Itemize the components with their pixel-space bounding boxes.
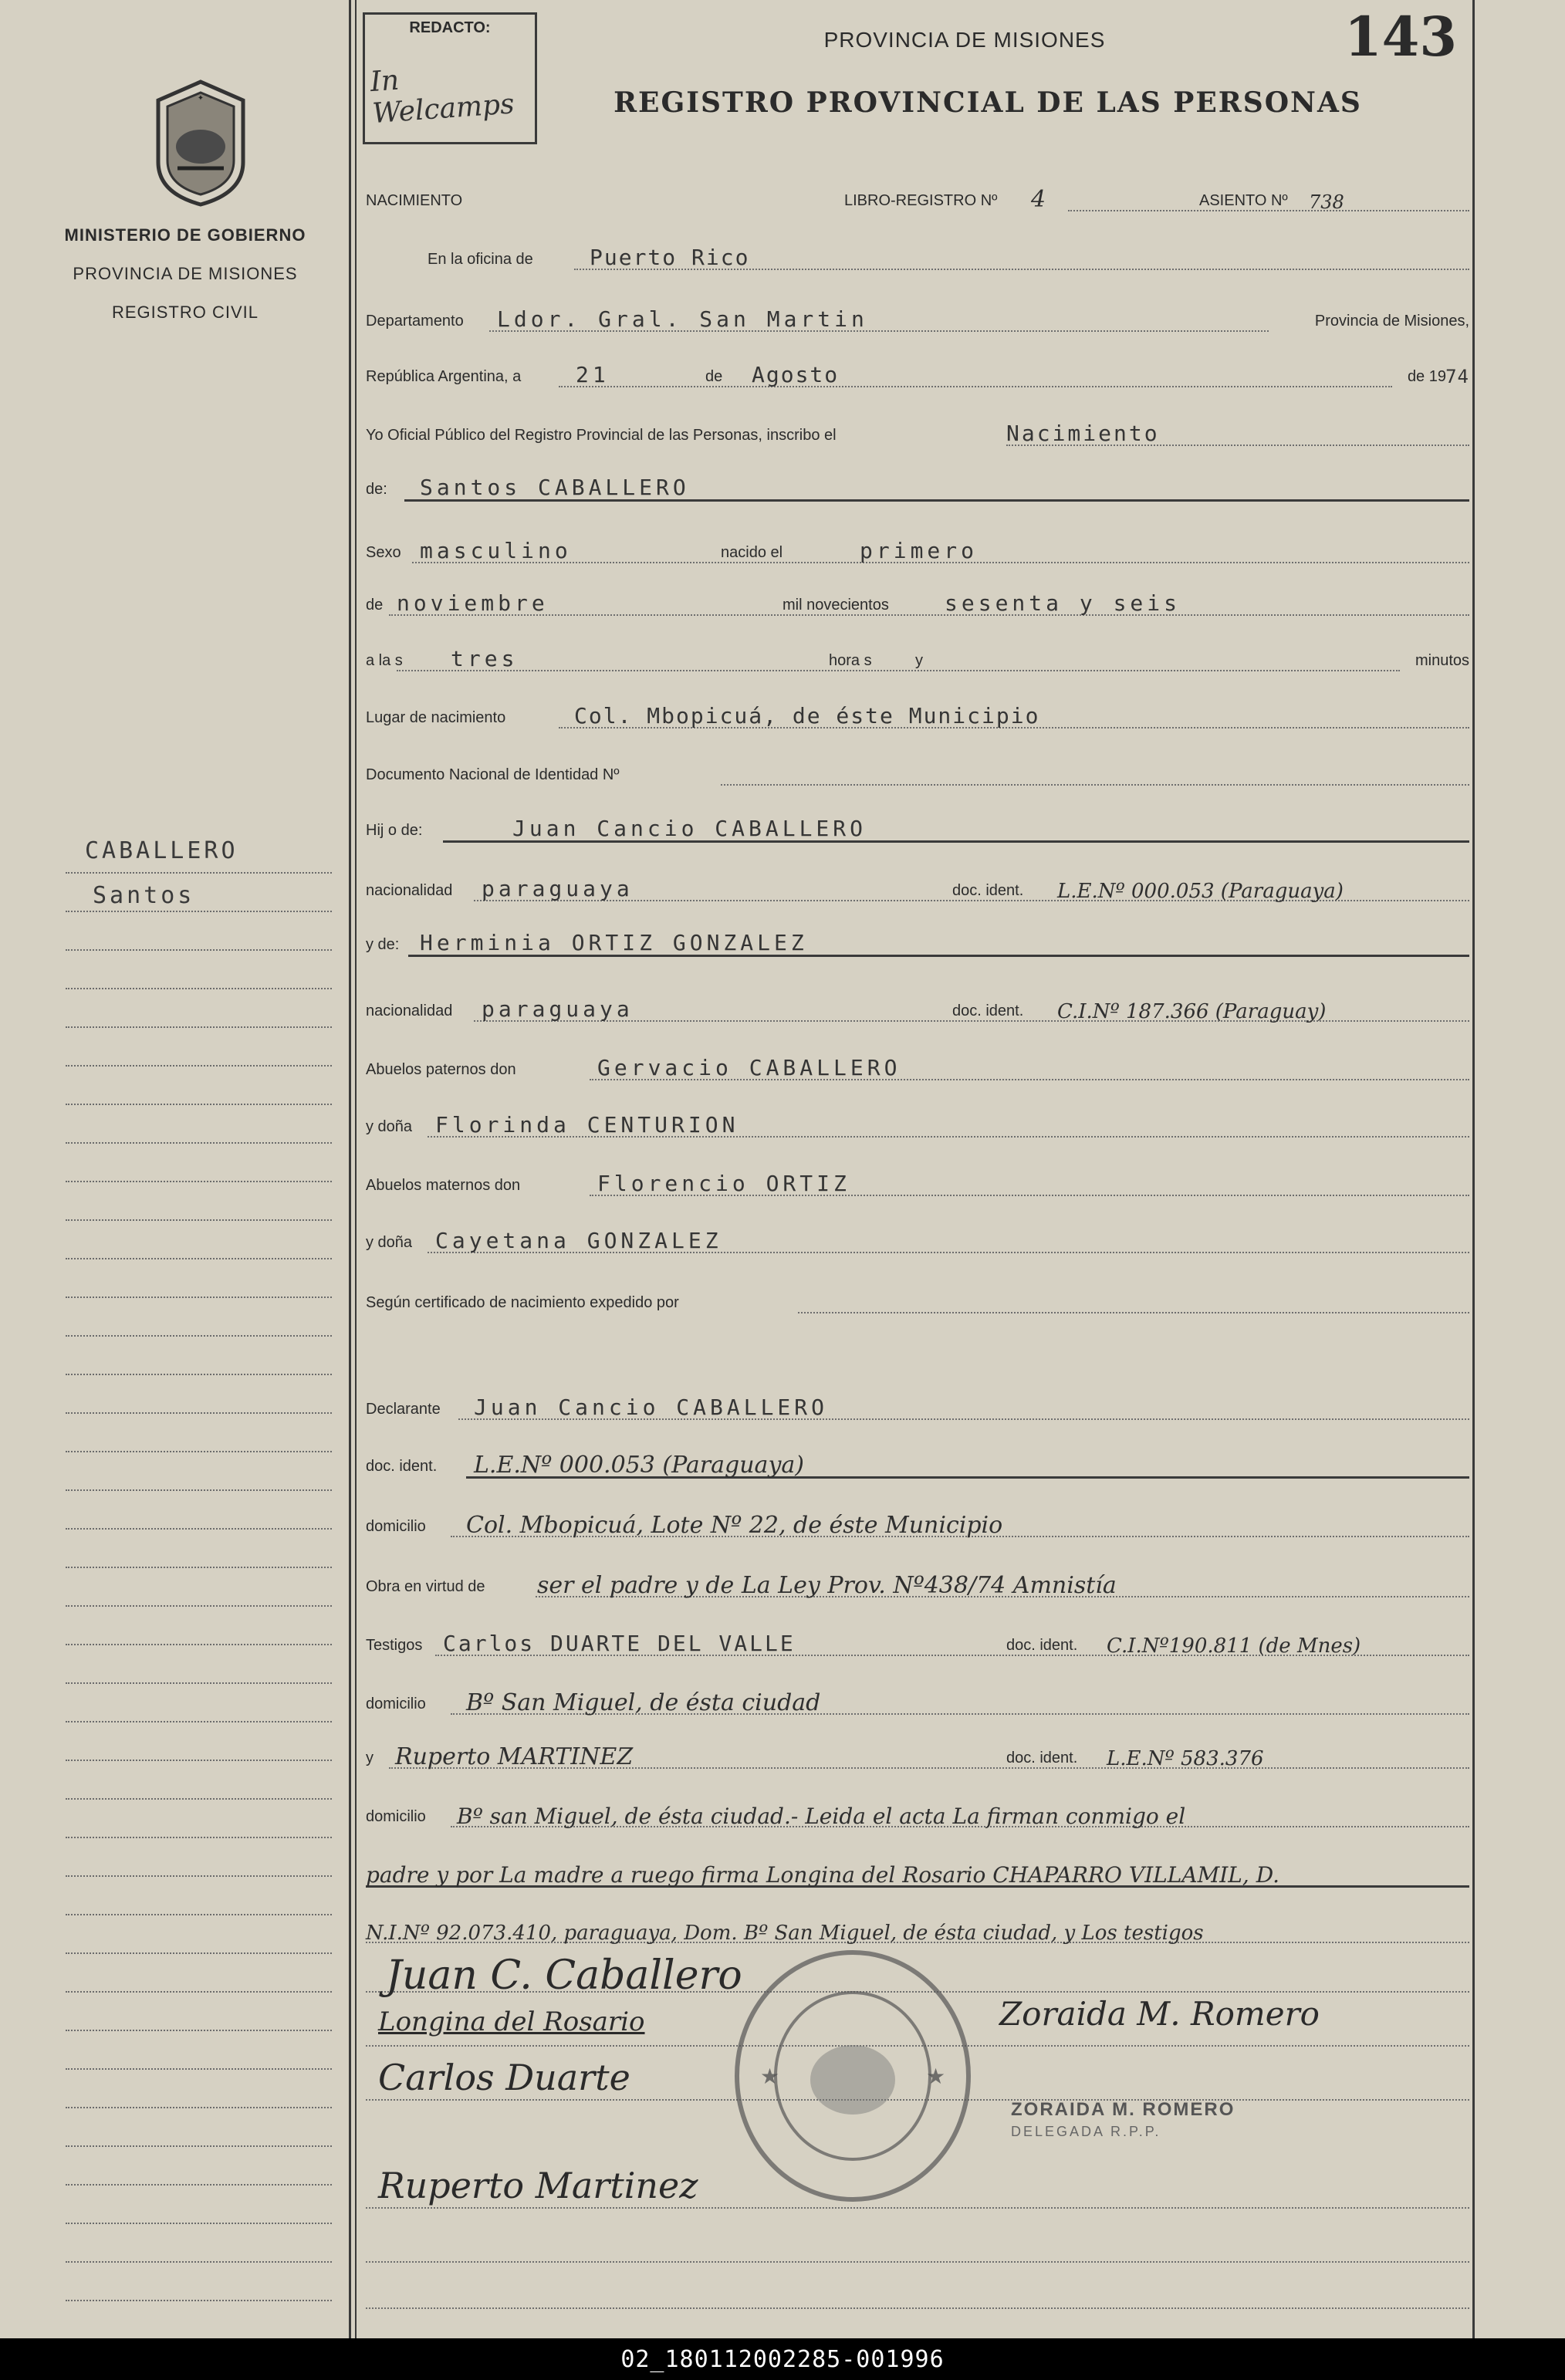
witness1-name: Carlos DUARTE DEL VALLE bbox=[443, 1631, 796, 1656]
maternal-label: Abuelos maternos don bbox=[366, 1177, 523, 1195]
row-witness2-domicile bbox=[366, 1795, 1469, 1834]
declarant-label: Declarante bbox=[366, 1401, 444, 1418]
paternal-label: Abuelos paternos don bbox=[366, 1061, 519, 1079]
mother-nationality-label: nacionalidad bbox=[366, 1002, 455, 1020]
office-value: Puerto Rico bbox=[590, 245, 750, 270]
row-date bbox=[366, 355, 1469, 394]
signature-juan-caballero: Juan C. Caballero bbox=[386, 1952, 742, 1999]
margin-dotted-line bbox=[66, 1451, 332, 1452]
margin-dotted-line bbox=[66, 2184, 332, 2186]
margin-dotted-line bbox=[66, 911, 332, 912]
declarant-domicile: Col. Mbopicuá, Lote Nº 22, de éste Municipio bbox=[466, 1512, 1003, 1539]
row-witness1-domicile bbox=[366, 1682, 1469, 1721]
margin-dotted-line bbox=[66, 2261, 332, 2263]
row-sex bbox=[366, 531, 1469, 570]
margin-dotted-line bbox=[66, 1760, 332, 1761]
section-label: NACIMIENTO bbox=[366, 192, 465, 210]
closing-line1: padre y por La madre a ruego firma Longina del Rosario CHAPARRO VILLAMIL, D. bbox=[366, 1862, 1280, 1888]
officer-title: DELEGADA R.P.P. bbox=[1011, 2124, 1161, 2139]
mil-label: mil novecientos bbox=[782, 597, 892, 614]
father-doc: L.E.Nº 000.053 (Paraguaya) bbox=[1057, 880, 1344, 903]
witness2-domicile-line: Bº san Miguel, de ésta ciudad.- Leida el acta La firman conmigo el bbox=[457, 1804, 1186, 1829]
republic-label: República Argentina, a bbox=[366, 368, 524, 386]
father-nationality: paraguaya bbox=[482, 876, 634, 901]
margin-given-name: Santos bbox=[93, 882, 195, 909]
witness1-domicile: Bº San Miguel, de ésta ciudad bbox=[466, 1689, 821, 1716]
father-nationality-label: nacionalidad bbox=[366, 882, 455, 900]
row-paternal-grandfather bbox=[366, 1048, 1469, 1087]
officer-text: Yo Oficial Público del Registro Provincial de las Personas, inscribo el bbox=[366, 427, 840, 445]
row-maternal-grandmother bbox=[366, 1221, 1469, 1259]
born-year: sesenta y seis bbox=[945, 590, 1181, 616]
child-label: Hij o de: bbox=[366, 822, 425, 840]
maternal-dona-label: y doña bbox=[366, 1234, 415, 1252]
year-value: 74 bbox=[1445, 366, 1469, 387]
row-office bbox=[366, 238, 1469, 276]
year-label: de 19 bbox=[1407, 368, 1446, 385]
hours-label: hora s bbox=[829, 652, 875, 670]
maternal-grandfather: Florencio ORTIZ bbox=[597, 1171, 850, 1196]
row-witness2 bbox=[366, 1736, 1469, 1775]
margin-dotted-line bbox=[66, 1528, 332, 1530]
row-paternal-grandmother bbox=[366, 1105, 1469, 1144]
birthplace-label: Lugar de nacimiento bbox=[366, 709, 509, 727]
margin-dotted-line bbox=[66, 1952, 332, 1954]
witness2-doc-label: doc. ident. bbox=[1006, 1750, 1080, 1767]
mother-nationality: paraguaya bbox=[482, 996, 634, 1022]
row-witness1 bbox=[366, 1624, 1469, 1662]
signature-dotted-line bbox=[366, 2207, 1469, 2209]
row-certificate bbox=[366, 1281, 1469, 1320]
witness1-doc: C.I.Nº190.811 (de Mnes) bbox=[1107, 1635, 1361, 1658]
maternal-grandmother: Cayetana GONZALEZ bbox=[435, 1228, 722, 1253]
svg-text:★: ★ bbox=[926, 2064, 946, 2088]
frame-line-inner bbox=[355, 0, 357, 2338]
signature-dotted-line bbox=[366, 2261, 1469, 2263]
ministry-heading: MINISTERIO DE GOBIERNO bbox=[64, 225, 306, 245]
row-department bbox=[366, 299, 1469, 338]
margin-dotted-line bbox=[66, 1258, 332, 1259]
month-value: Agosto bbox=[752, 362, 840, 387]
department-value: Ldor. Gral. San Martin bbox=[497, 306, 868, 332]
book-label: LIBRO-REGISTRO Nº bbox=[844, 192, 1000, 210]
margin-dotted-line bbox=[66, 2145, 332, 2147]
certificate-label: Según certificado de nacimiento expedido por bbox=[366, 1294, 682, 1312]
row-closing1 bbox=[366, 1854, 1469, 1892]
row-father bbox=[366, 809, 1469, 847]
sex-label: Sexo bbox=[366, 544, 404, 562]
row-closing2 bbox=[366, 1911, 1469, 1949]
margin-dotted-line bbox=[66, 1914, 332, 1915]
officer-name: ZORAIDA M. ROMERO bbox=[1011, 2099, 1235, 2120]
province-heading: PROVINCIA DE MISIONES bbox=[73, 264, 298, 283]
margin-dotted-line bbox=[66, 1644, 332, 1645]
and-label: y bbox=[915, 652, 926, 670]
margin-dotted-line bbox=[66, 1142, 332, 1144]
signature-ruperto-martinez: Ruperto Martinez bbox=[378, 2165, 698, 2206]
mother-doc-label: doc. ident. bbox=[952, 1002, 1026, 1020]
margin-dotted-line bbox=[66, 1335, 332, 1337]
entry-label: ASIENTO Nº bbox=[1199, 192, 1291, 210]
born-de-label: de bbox=[366, 597, 386, 614]
margin-dotted-line bbox=[66, 949, 332, 951]
margin-dotted-line bbox=[66, 2107, 332, 2108]
time-value: tres bbox=[451, 646, 519, 671]
margin-dotted-line bbox=[66, 1374, 332, 1375]
mother-name: Herminia ORTIZ GONZALEZ bbox=[420, 930, 808, 955]
svg-text:★: ★ bbox=[760, 2064, 780, 2088]
coat-of-arms-emblem bbox=[143, 77, 259, 208]
redacto-label: REDACTO: bbox=[409, 19, 491, 36]
margin-dotted-line bbox=[66, 872, 332, 874]
witness2-name: Ruperto MARTINEZ bbox=[395, 1743, 634, 1770]
registry-title: REGISTRO PROVINCIAL DE LAS PERSONAS bbox=[613, 86, 1362, 119]
margin-dotted-line bbox=[66, 2068, 332, 2070]
page-number: 143 bbox=[1344, 5, 1458, 69]
time-label: a la s bbox=[366, 652, 406, 670]
person-label: de: bbox=[366, 481, 390, 499]
department-suffix: Provincia de Misiones, bbox=[1314, 313, 1469, 330]
signature-longina: Longina del Rosario bbox=[378, 2006, 645, 2037]
row-mother-nationality bbox=[366, 989, 1469, 1028]
person-name: Santos CABALLERO bbox=[420, 475, 690, 500]
born-month: noviembre bbox=[397, 590, 549, 616]
margin-dotted-line bbox=[66, 1837, 332, 1838]
born-day: primero bbox=[860, 538, 979, 563]
registry-stamp bbox=[729, 1945, 976, 2207]
witness2-doc: L.E.Nº 583.376 bbox=[1107, 1747, 1264, 1770]
signature-dotted-line bbox=[366, 2307, 1469, 2309]
obra-value: ser el padre y de La Ley Prov. Nº438/74 Amnistía bbox=[537, 1572, 1117, 1599]
date-of-label: de bbox=[705, 368, 725, 386]
row-declarant-domicile bbox=[366, 1505, 1469, 1543]
margin-dotted-line bbox=[66, 1181, 332, 1182]
margin-dotted-line bbox=[66, 988, 332, 989]
footer-id: 02_180112002285-001996 bbox=[620, 2345, 945, 2373]
margin-dotted-line bbox=[66, 2300, 332, 2301]
row-declarant-doc bbox=[366, 1445, 1469, 1483]
margin-surname: CABALLERO bbox=[85, 837, 238, 864]
declarant-doc: L.E.Nº 000.053 (Paraguaya) bbox=[474, 1452, 804, 1479]
frame-line-right bbox=[1472, 0, 1475, 2338]
registry-heading: REGISTRO CIVIL bbox=[111, 303, 259, 322]
minutes-label: minutos bbox=[1415, 652, 1469, 669]
margin-dotted-line bbox=[66, 2030, 332, 2031]
frame-line-left bbox=[349, 0, 351, 2338]
father-doc-label: doc. ident. bbox=[952, 882, 1026, 900]
row-book bbox=[366, 179, 1469, 218]
day-value: 21 bbox=[576, 362, 610, 387]
margin-dotted-line bbox=[66, 1721, 332, 1722]
margin-dotted-line bbox=[66, 1104, 332, 1105]
margin-dotted-line bbox=[66, 2223, 332, 2224]
margin-dotted-line bbox=[66, 1296, 332, 1298]
book-value: 4 bbox=[1031, 186, 1046, 213]
entry-value: 738 bbox=[1309, 191, 1344, 213]
margin-dotted-line bbox=[66, 1026, 332, 1028]
margin-dotted-line bbox=[66, 1567, 332, 1568]
redacto-box bbox=[363, 12, 537, 144]
obra-label: Obra en virtud de bbox=[366, 1578, 488, 1596]
margin-dotted-line bbox=[66, 1412, 332, 1414]
declarant-name: Juan Cancio CABALLERO bbox=[474, 1395, 829, 1420]
and-of-label: y de: bbox=[366, 936, 402, 954]
paternal-dona-label: y doña bbox=[366, 1118, 415, 1136]
paternal-grandfather: Gervacio CABALLERO bbox=[597, 1055, 901, 1080]
row-father-nationality bbox=[366, 869, 1469, 908]
row-time bbox=[366, 639, 1469, 678]
row-dni bbox=[366, 753, 1469, 792]
dni-label: Documento Nacional de Identidad Nº bbox=[366, 766, 623, 784]
closing-line2: N.I.Nº 92.073.410, paraguaya, Dom. Bº San Miguel, de ésta ciudad, y Los testigos bbox=[366, 1922, 1204, 1945]
birthplace-value: Col. Mbopicuá, de éste Municipio bbox=[574, 703, 1040, 729]
redacto-signature: In Welcamps bbox=[369, 64, 515, 130]
margin-dotted-line bbox=[66, 1489, 332, 1491]
father-name: Juan Cancio CABALLERO bbox=[512, 816, 867, 841]
witness1-doc-label: doc. ident. bbox=[1006, 1637, 1080, 1655]
witness2-domicile-label: domicilio bbox=[366, 1808, 429, 1826]
margin-dotted-line bbox=[66, 1798, 332, 1800]
margin-dotted-line bbox=[66, 1991, 332, 1993]
svg-text:✦: ✦ bbox=[197, 94, 204, 103]
margin-dotted-line bbox=[66, 1219, 332, 1221]
margin-dotted-line bbox=[66, 1605, 332, 1607]
footer-id-bar bbox=[0, 2338, 1565, 2380]
row-officer bbox=[366, 414, 1469, 452]
declarant-doc-label: doc. ident. bbox=[366, 1458, 440, 1476]
office-label: En la oficina de bbox=[428, 251, 536, 269]
paternal-grandmother: Florinda CENTURION bbox=[435, 1112, 739, 1138]
mother-doc: C.I.Nº 187.366 (Paraguay) bbox=[1057, 1000, 1327, 1023]
witness2-y-label: y bbox=[366, 1750, 377, 1767]
witnesses-label: Testigos bbox=[366, 1637, 425, 1655]
declarant-domicile-label: domicilio bbox=[366, 1518, 429, 1536]
province-header: PROVINCIA DE MISIONES bbox=[823, 28, 1106, 52]
department-label: Departamento bbox=[366, 313, 467, 330]
row-person bbox=[366, 468, 1469, 506]
margin-dotted-line bbox=[66, 1065, 332, 1067]
row-obra bbox=[366, 1565, 1469, 1604]
sex-value: masculino bbox=[420, 538, 572, 563]
signature-carlos-duarte: Carlos Duarte bbox=[378, 2057, 630, 2098]
act-type: Nacimiento bbox=[1006, 421, 1160, 446]
witness1-domicile-label: domicilio bbox=[366, 1695, 429, 1713]
row-mother bbox=[366, 923, 1469, 962]
margin-dotted-line bbox=[66, 1682, 332, 1684]
row-born-month bbox=[366, 583, 1469, 622]
row-birthplace bbox=[366, 696, 1469, 735]
margin-dotted-line bbox=[66, 1875, 332, 1877]
row-maternal-grandfather bbox=[366, 1164, 1469, 1202]
signature-officer: Zoraida M. Romero bbox=[999, 1995, 1320, 2033]
row-declarant bbox=[366, 1388, 1469, 1426]
born-label: nacido el bbox=[721, 544, 786, 562]
